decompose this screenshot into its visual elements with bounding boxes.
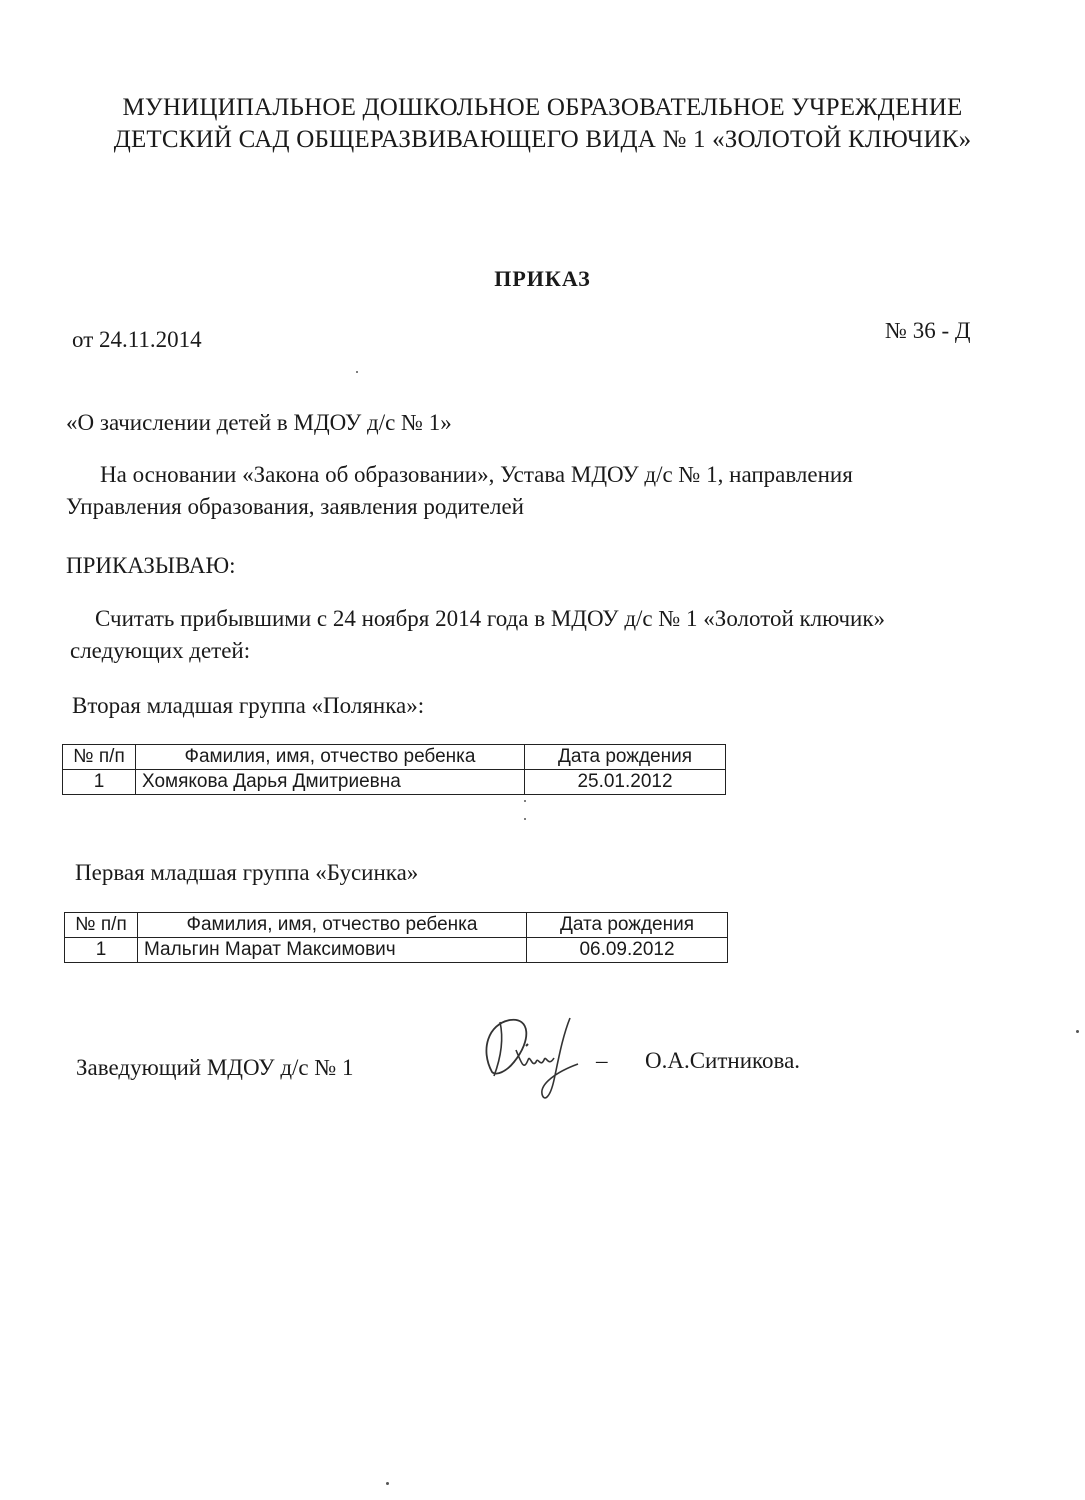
basis-line-2: Управления образования, заявления родителей — [66, 494, 524, 519]
cell-number: 1 — [65, 938, 138, 963]
scan-speck — [386, 1482, 389, 1485]
group-2-title: Первая младшая группа «Бусинка» — [75, 860, 419, 885]
scan-speck — [524, 800, 526, 802]
cell-birthdate: 25.01.2012 — [525, 770, 726, 795]
org-name-line-2: ДЕТСКИЙ САД ОБЩЕРАЗВИВАЮЩЕГО ВИДА № 1 «ЗОЛОТОЙ КЛЮЧИК» — [113, 126, 972, 153]
col-header-number: № п/п — [63, 745, 136, 770]
col-header-birthdate: Дата рождения — [527, 913, 728, 938]
cell-fullname: Хомякова Дарья Дмитриевна — [136, 770, 525, 795]
cell-birthdate: 06.09.2012 — [527, 938, 728, 963]
cell-number: 1 — [63, 770, 136, 795]
order-number: № 36 - Д — [885, 318, 971, 343]
org-name-line-1: МУНИЦИПАЛЬНОЕ ДОШКОЛЬНОЕ ОБРАЗОВАТЕЛЬНОЕ УЧРЕЖДЕНИЕ — [122, 94, 963, 121]
table-row — [63, 770, 726, 795]
decree-line-1: Считать прибывшими с 24 ноября 2014 года в МДОУ д/с № 1 «Золотой ключик» — [95, 606, 886, 631]
col-header-birthdate: Дата рождения — [525, 745, 726, 770]
scan-speck — [524, 818, 526, 820]
table-header-row — [65, 913, 728, 938]
table-row — [65, 938, 728, 963]
order-date: от 24.11.2014 — [72, 327, 202, 352]
group-1-table — [62, 744, 726, 795]
order-subject: «О зачислении детей в МДОУ д/с № 1» — [66, 410, 452, 435]
cell-fullname: Мальгин Марат Максимович — [138, 938, 527, 963]
col-header-number: № п/п — [65, 913, 138, 938]
scan-speck — [1076, 1030, 1079, 1033]
order-word: ПРИКАЗЫВАЮ: — [66, 553, 236, 578]
basis-line-1: На основании «Закона об образовании», Устава МДОУ д/с № 1, направления — [100, 462, 853, 487]
group-1-title: Вторая младшая группа «Полянка»: — [72, 693, 425, 718]
signatory-position: Заведующий МДОУ д/с № 1 — [76, 1055, 354, 1080]
order-title: ПРИКАЗ — [494, 266, 591, 291]
scan-speck — [356, 371, 358, 373]
signature-dash: – — [596, 1048, 608, 1073]
signatory-name: О.А.Ситникова. — [645, 1048, 801, 1073]
decree-line-2: следующих детей: — [70, 638, 251, 663]
handwritten-signature — [470, 1010, 590, 1105]
group-2-table — [64, 912, 728, 963]
col-header-fullname: Фамилия, имя, отчество ребенка — [136, 745, 525, 770]
table-header-row — [63, 745, 726, 770]
col-header-fullname: Фамилия, имя, отчество ребенка — [138, 913, 527, 938]
